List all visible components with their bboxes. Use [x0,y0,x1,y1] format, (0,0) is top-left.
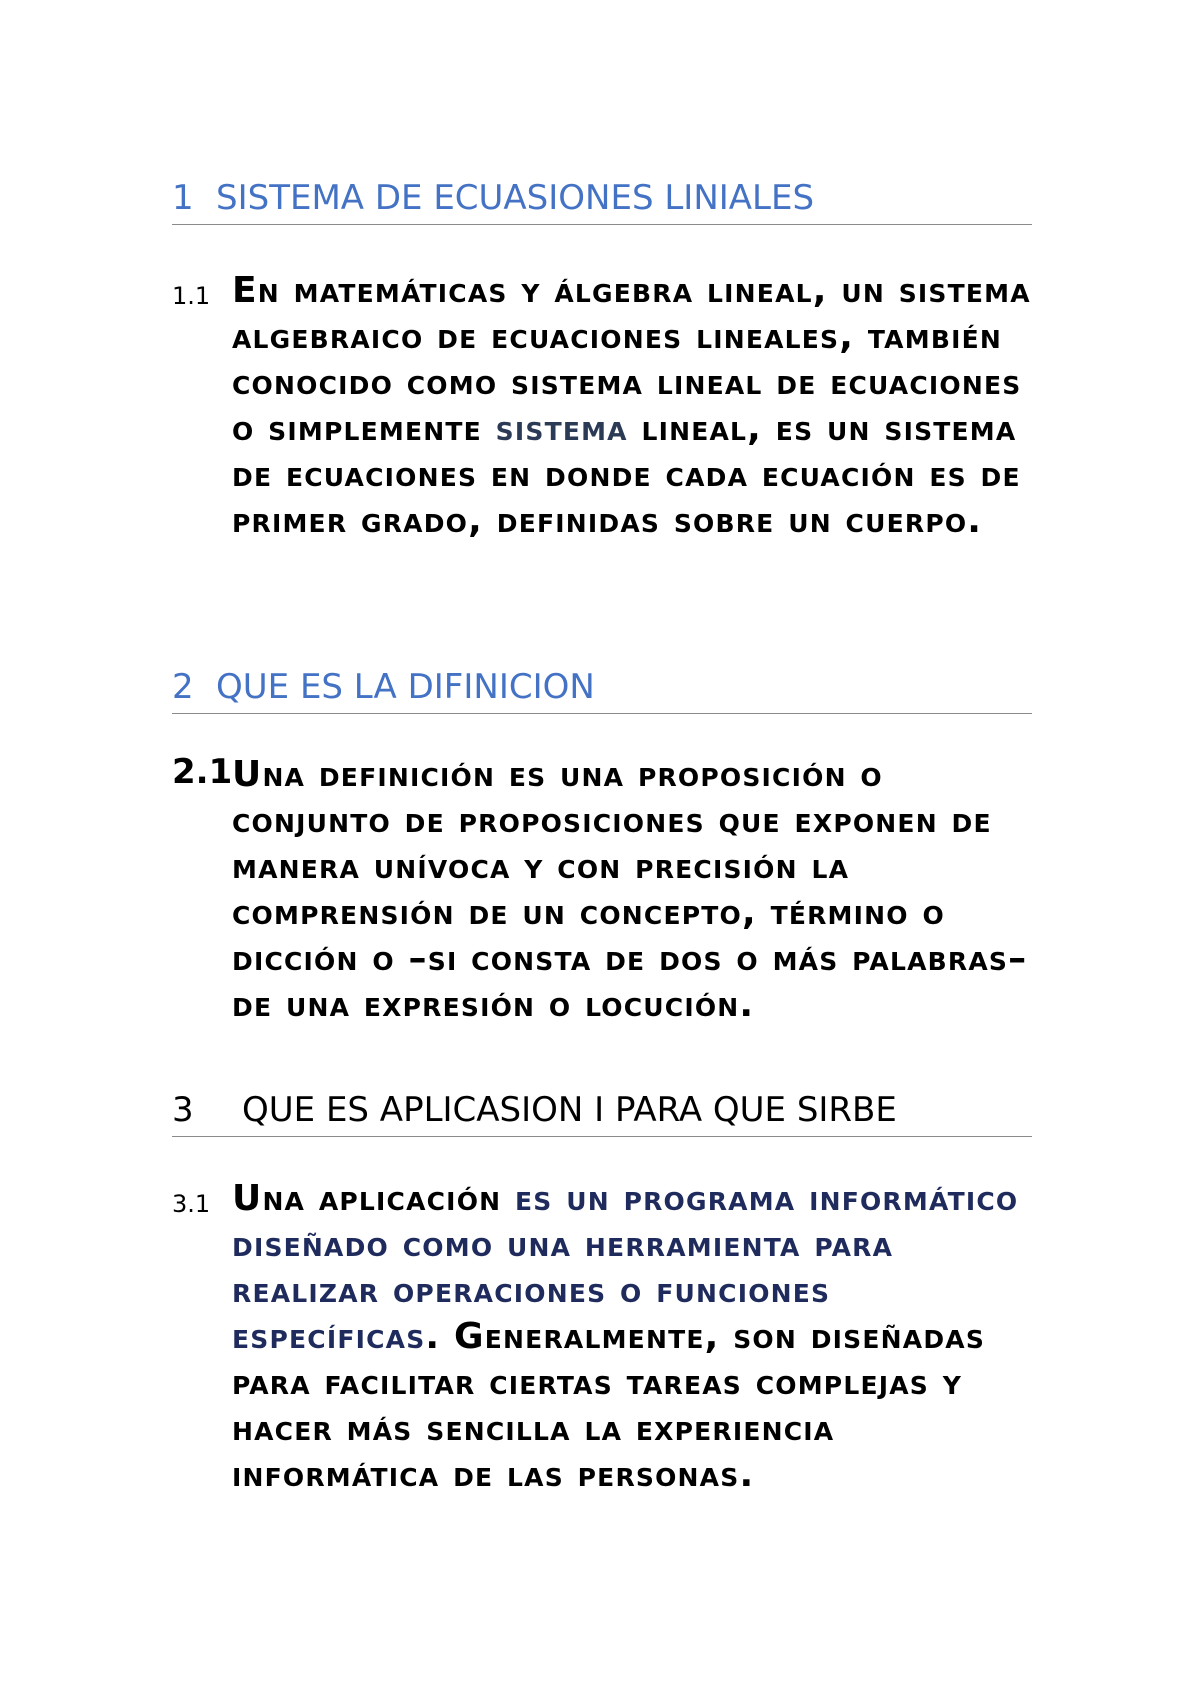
paragraph-3-1-number: 3.1 [172,1190,211,1218]
section-1-heading [172,178,1032,225]
section-2-number: 2 [172,667,194,707]
section-3-title: QUE ES APLICASION I PARA QUE SIRBE [242,1090,897,1130]
paragraph-3-1-link[interactable]: es un programa informático diseñado como una herramienta para realizar operaciones o funciones específicas [232,1178,1019,1357]
section-3-heading [172,1090,1032,1137]
paragraph-2-1-number: 2.1 [172,752,233,792]
paragraph-1-1-number: 1.1 [172,282,211,310]
paragraph-1-1-rest: lineal, es un sistema de ecuaciones en donde cada ecuación es de primer grado, definidas sobre un cuerpo. [232,408,1021,541]
section-2-paragraph [172,752,1052,1028]
section-3-number: 3 [172,1090,194,1130]
paragraph-3-1-text [232,1176,1052,1498]
paragraph-3-1-sentence-initial: . G [425,1316,485,1357]
paragraph-3-1-rest: eneralmente, son diseñadas para facilitar ciertas tareas complejas y hacer más sencilla la experiencia informática de las personas. [232,1316,986,1495]
paragraph-3-1-lead: na aplicación [262,1178,502,1219]
section-2-heading [172,667,1032,714]
section-2-title: QUE ES LA DIFINICION [216,667,595,707]
paragraph-1-1-lead: n matemáticas y álgebra lineal, un sistema algebraico de ecuaciones lineales, también conocido como sistema lineal de ecuaciones o simplemente [232,270,1031,449]
paragraph-1-1-initial: E [232,270,258,311]
section-3-paragraph [172,1176,1052,1498]
paragraph-3-1-initial: U [232,1178,263,1219]
section-1-paragraph [172,268,1052,544]
paragraph-1-1-text [232,268,1052,544]
section-1-number: 1 [172,178,194,218]
paragraph-2-1-text [232,752,1052,1028]
paragraph-1-1-link[interactable]: sistema [495,408,628,449]
paragraph-2-1-initial: U [232,754,263,795]
paragraph-2-1-rest: na definición es una proposición o conjunto de proposiciones que exponen de manera unívoca y con precisión la comprensión de un concepto, término o dicción o –si consta de dos o más palabras– de una expresión o locución. [232,754,1028,1025]
section-1-title: SISTEMA DE ECUASIONES LINIALES [216,178,815,218]
